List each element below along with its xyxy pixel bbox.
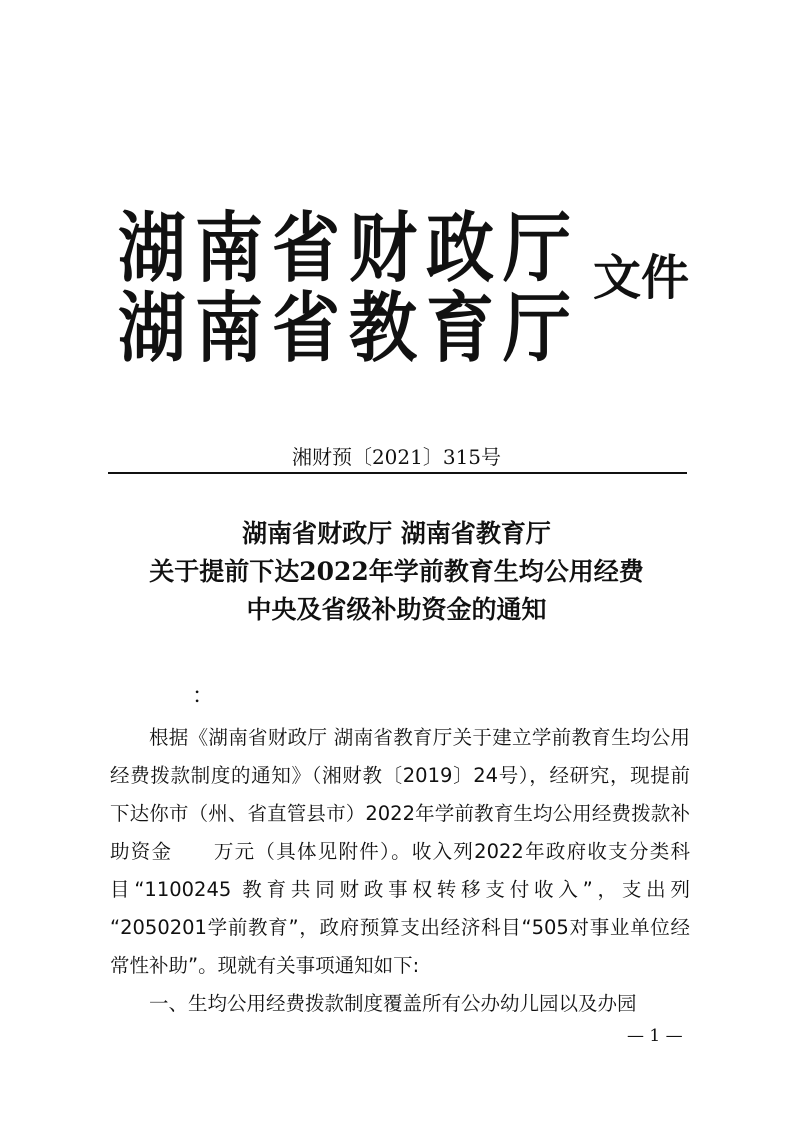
body-paragraph: 一、生均公用经费拨款制度覆盖所有公办幼儿园以及办园 [149, 992, 637, 1015]
title-line: 中央及省级补助资金的通知 [246, 595, 547, 624]
issuer-block [118, 205, 588, 374]
document-title [80, 515, 713, 629]
issuer-finance-dept: 湖南省财政厅 [118, 205, 581, 294]
document-type-label: 文件 [593, 250, 690, 306]
body-text [110, 719, 690, 1023]
header-divider [108, 472, 687, 474]
title-line: 关于提前下达2022年学前教育生均公用经费 [149, 557, 644, 586]
salutation: ： [192, 684, 215, 709]
body-paragraph: 根据《湖南省财政厅 湖南省教育厅关于建立学前教育生均公用经费拨款制度的通知》（湘财教〔2019〕24号），经研究，现提前下达你市（州、省直管县市）2022年学前教育生均公用经费拨款补助资金 万元（具体见附件）。收入列2022年政府收支分类科目“1100245 教育共同财政事权转移支付收入”，支出列 “2050201学前教育”，政府预算支出经济科目“505对事业单位经常性补助”。现就有关事项通知如下: [110, 726, 690, 977]
page-number: — 1 — [627, 1026, 683, 1046]
document-number: 湘财预〔2021〕315号 [291, 445, 502, 469]
title-line: 湖南省财政厅 湖南省教育厅 [242, 519, 551, 548]
issuer-education-dept: 湖南省教育厅 [118, 285, 581, 374]
